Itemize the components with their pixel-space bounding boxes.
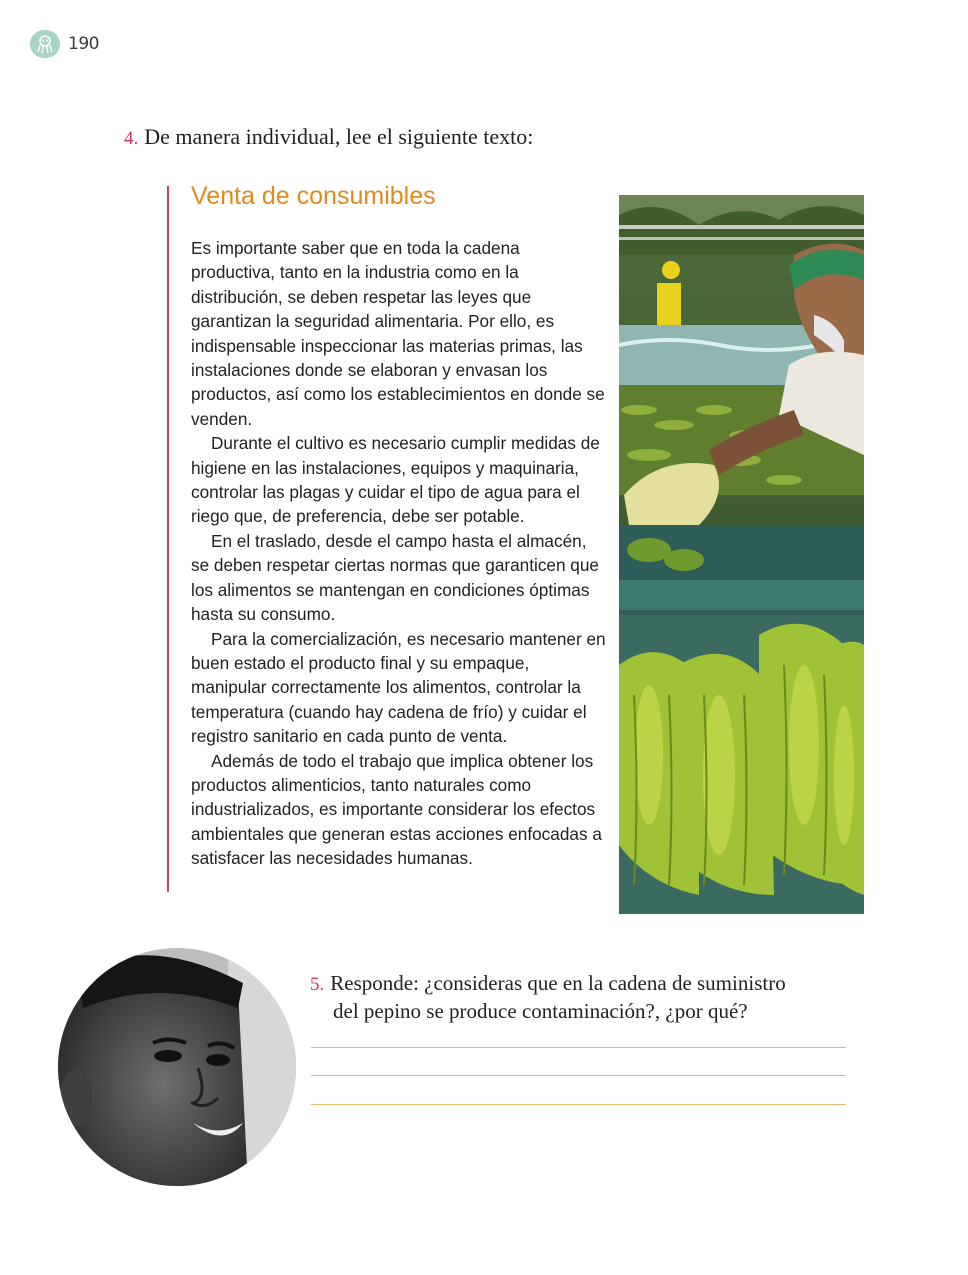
question-5-number: 5. <box>310 974 325 995</box>
boy-portrait-photo <box>58 948 296 1186</box>
banana-worker-photo <box>619 195 864 914</box>
reading-body <box>191 236 607 871</box>
answer-line-2[interactable] <box>311 1075 846 1076</box>
reading-paragraph: En el traslado, desde el campo hasta el almacén, se deben respetar ciertas normas que garanticen que los alimentos se mantengan en condiciones óptimas hasta su consumo. <box>191 530 599 625</box>
answer-line-1[interactable] <box>311 1047 846 1048</box>
reading-paragraph: Durante el cultivo es necesario cumplir medidas de higiene en las instalaciones, equipos y maquinaria, controlar las plagas y cuidar el tipo de agua para el riego que, de preferencia, debe ser potable. <box>191 433 600 527</box>
reading-paragraph: Además de todo el trabajo que implica obtener los productos alimenticios, tanto naturales como industrializados, es importante considerar los efectos ambientales que generan estas acciones enfocadas a satisfacer las necesidades humanas. <box>191 750 602 869</box>
question-4-text: De manera individual, lee el siguiente texto: <box>144 124 534 149</box>
question-5 <box>310 970 850 1025</box>
question-4-number: 4. <box>124 128 139 149</box>
question-5-line2: del pepino se produce contaminación?, ¿por qué? <box>333 999 748 1023</box>
reading-paragraph: Para la comercialización, es necesario mantener en buen estado el producto final y su empaque, manipular correctamente los alimentos, controlar la temperatura (cuando hay cadena de frío) y cuidar el registro sanitario en cada punto de venta. <box>191 628 606 747</box>
answer-line-3[interactable] <box>311 1104 846 1105</box>
reading-side-rule <box>167 186 169 892</box>
octopus-icon <box>35 34 55 54</box>
reading-paragraph: Es importante saber que en toda la cadena productiva, tanto en la industria como en la distribución, se deben respetar las leyes que garantizan la seguridad alimentaria. Por ello, es indispensable inspeccionar las materias primas, las instalaciones donde se elaboran y envasan los productos, así como los establecimientos en donde se venden. <box>191 238 605 429</box>
question-4 <box>124 124 533 150</box>
question-5-line1: Responde: ¿consideras que en la cadena de suministro <box>330 971 786 995</box>
page-number: 190 <box>68 34 99 54</box>
reading-title: Venta de consumibles <box>191 182 436 210</box>
page-badge <box>30 30 60 58</box>
